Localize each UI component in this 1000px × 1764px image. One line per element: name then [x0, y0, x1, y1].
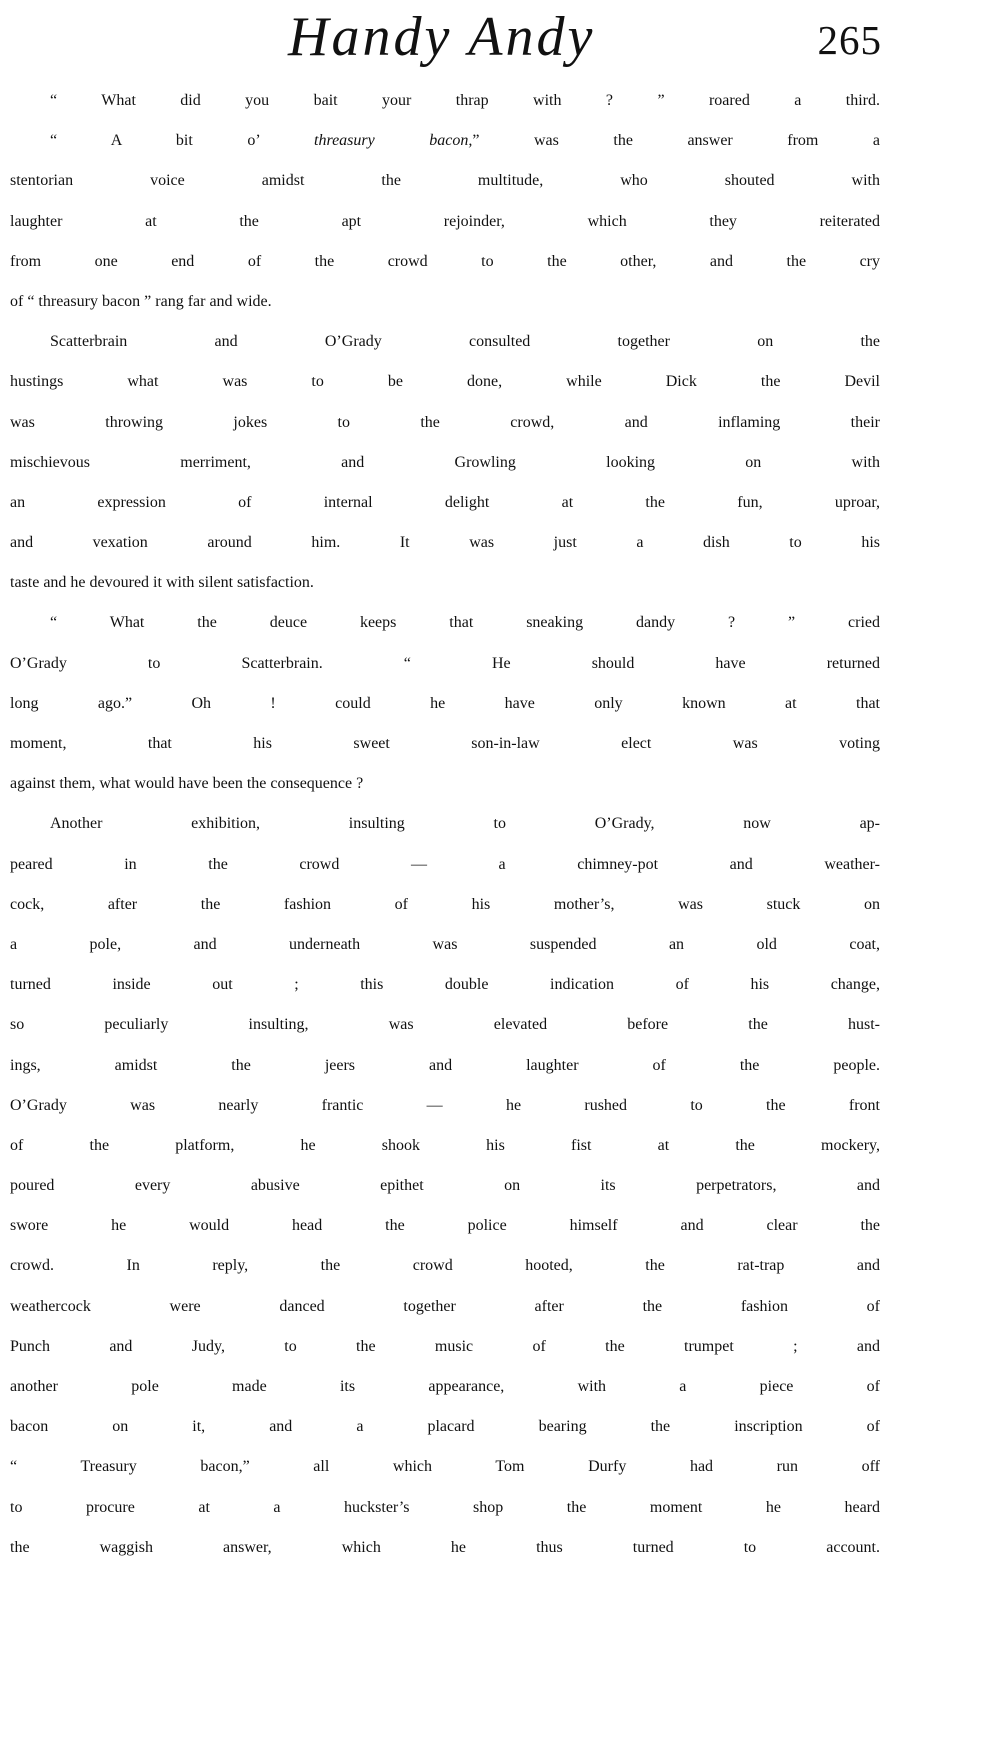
- text-line: Punch and Judy, to the music of the trumpet ; and: [10, 1337, 880, 1355]
- text-line: ings, amidst the jeers and laughter of the people.: [10, 1056, 880, 1074]
- page-number: 265: [817, 17, 882, 63]
- book-page: [10, 0, 880, 1579]
- text-line: “ What did you bait your thrap with ? ” roared a third.: [50, 92, 880, 109]
- text-line: cock, after the fashion of his mother’s, was stuck on: [10, 895, 880, 913]
- text-line: to procure at a huckster’s shop the moment he heard: [10, 1498, 880, 1516]
- text-line: bacon on it, and a placard bearing the inscription of: [10, 1418, 880, 1436]
- text-line: long ago.” Oh ! could he have only known at that: [10, 694, 880, 712]
- text-line: peared in the crowd — a chimney-pot and weather-: [10, 855, 880, 873]
- text-line: an expression of internal delight at the fun, uproar,: [10, 493, 880, 511]
- text-line: [10, 132, 880, 172]
- text-line: O’Grady to Scatterbrain. “ He should have returned: [10, 654, 880, 672]
- text-line: another pole made its appearance, with a piece of: [10, 1378, 880, 1395]
- text-line: against them, what would have been the consequence ?: [10, 775, 364, 793]
- text-line: turned inside out ; this double indication of his change,: [10, 976, 880, 994]
- text-line: “ What the deuce keeps that sneaking dandy ? ” cried: [50, 614, 880, 632]
- text-line: crowd. In reply, the crowd hooted, the rat-trap and: [10, 1257, 880, 1275]
- body-text: [10, 92, 880, 1579]
- text-line: “ Treasury bacon,” all which Tom Durfy had run off: [10, 1458, 880, 1476]
- text-line: of “ threasury bacon ” rang far and wide.: [10, 292, 272, 310]
- text-line: was throwing jokes to the crowd, and inflaming their: [10, 413, 880, 431]
- text-line: poured every abusive epithet on its perpetrators, and: [10, 1177, 880, 1195]
- text-line: the waggish answer, which he thus turned to account.: [10, 1538, 880, 1556]
- text-line-segment: ” was the answer from a: [472, 132, 880, 150]
- italic-phrase: threasury bacon,: [314, 132, 473, 150]
- text-line: stentorian voice amidst the multitude, who shouted with: [10, 172, 880, 190]
- text-line: Another exhibition, insulting to O’Grady, now ap-: [50, 815, 880, 833]
- text-line: and vexation around him. It was just a dish to his: [10, 534, 880, 552]
- text-line: swore he would head the police himself and clear the: [10, 1217, 880, 1235]
- text-line: Scatterbrain and O’Grady consulted together on the: [50, 333, 880, 351]
- text-line-segment: “ A bit o’: [50, 132, 314, 150]
- text-line: taste and he devoured it with silent satisfaction.: [10, 574, 314, 592]
- running-title: Handy Andy: [288, 6, 596, 68]
- text-line: laughter at the apt rejoinder, which they reiterated: [10, 212, 880, 230]
- text-line: weathercock were danced together after the fashion of: [10, 1297, 880, 1315]
- text-line: O’Grady was nearly frantic — he rushed to the front: [10, 1096, 880, 1114]
- text-line: of the platform, he shook his fist at the mockery,: [10, 1136, 880, 1154]
- text-line: hustings what was to be done, while Dick the Devil: [10, 373, 880, 391]
- text-line: from one end of the crowd to the other, and the cry: [10, 252, 880, 270]
- running-head: [10, 0, 880, 82]
- text-line: a pole, and underneath was suspended an old coat,: [10, 935, 880, 953]
- text-line: so peculiarly insulting, was elevated before the hust-: [10, 1016, 880, 1034]
- text-line: moment, that his sweet son-in-law elect was voting: [10, 735, 880, 752]
- text-line: mischievous merriment, and Growling looking on with: [10, 453, 880, 471]
